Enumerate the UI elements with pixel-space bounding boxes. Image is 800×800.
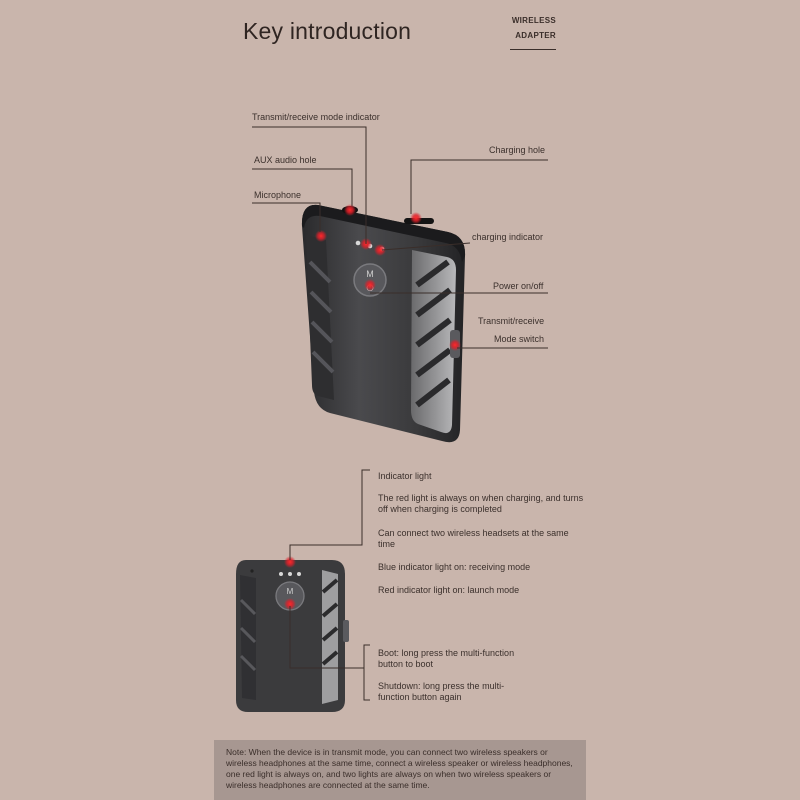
label-aux-hole: AUX audio hole [254,155,317,165]
brand-line-1: WIRELESS [511,16,556,25]
label-microphone: Microphone [254,190,302,200]
boot-desc: Boot: long press the multi-function button to boot [378,648,515,669]
label-mode-indicator: Transmit/receive mode indicator [252,112,380,122]
page-title: Key introduction [243,18,412,44]
indicator-blue-desc: Blue indicator light on: receiving mode [378,562,531,572]
svg-text:M: M [286,587,294,596]
label-power: Power on/off [493,281,544,291]
indicator-red-launch-desc: Red indicator light on: launch mode [378,585,520,595]
svg-text:M: M [366,269,374,279]
label-mode-switch-1: Transmit/receive [478,316,545,326]
indicator-two-desc: Can connect two wireless headsets at the same time [378,528,569,549]
shutdown-desc: Shutdown: long press the multi-function button again [378,681,505,702]
brand-line-2: ADAPTER [515,31,556,40]
label-mode-switch-2: Mode switch [494,334,545,344]
indicator-red-desc: The red light is always on when charging, and turns off when charging is completed [378,493,584,514]
label-charging-hole: Charging hole [489,145,546,155]
label-charging-indicator: charging indicator [472,232,544,242]
note-box: Note: When the device is in transmit mode, you can connect two wireless speakers or wireless headphones at the same time, connect a wireless speaker or wireless headphones, one red light is always on, and two lights are always on when two wireless speakers or wireless headphones are connected at the same time. [214,740,586,800]
indicator-title: Indicator light [378,471,432,481]
